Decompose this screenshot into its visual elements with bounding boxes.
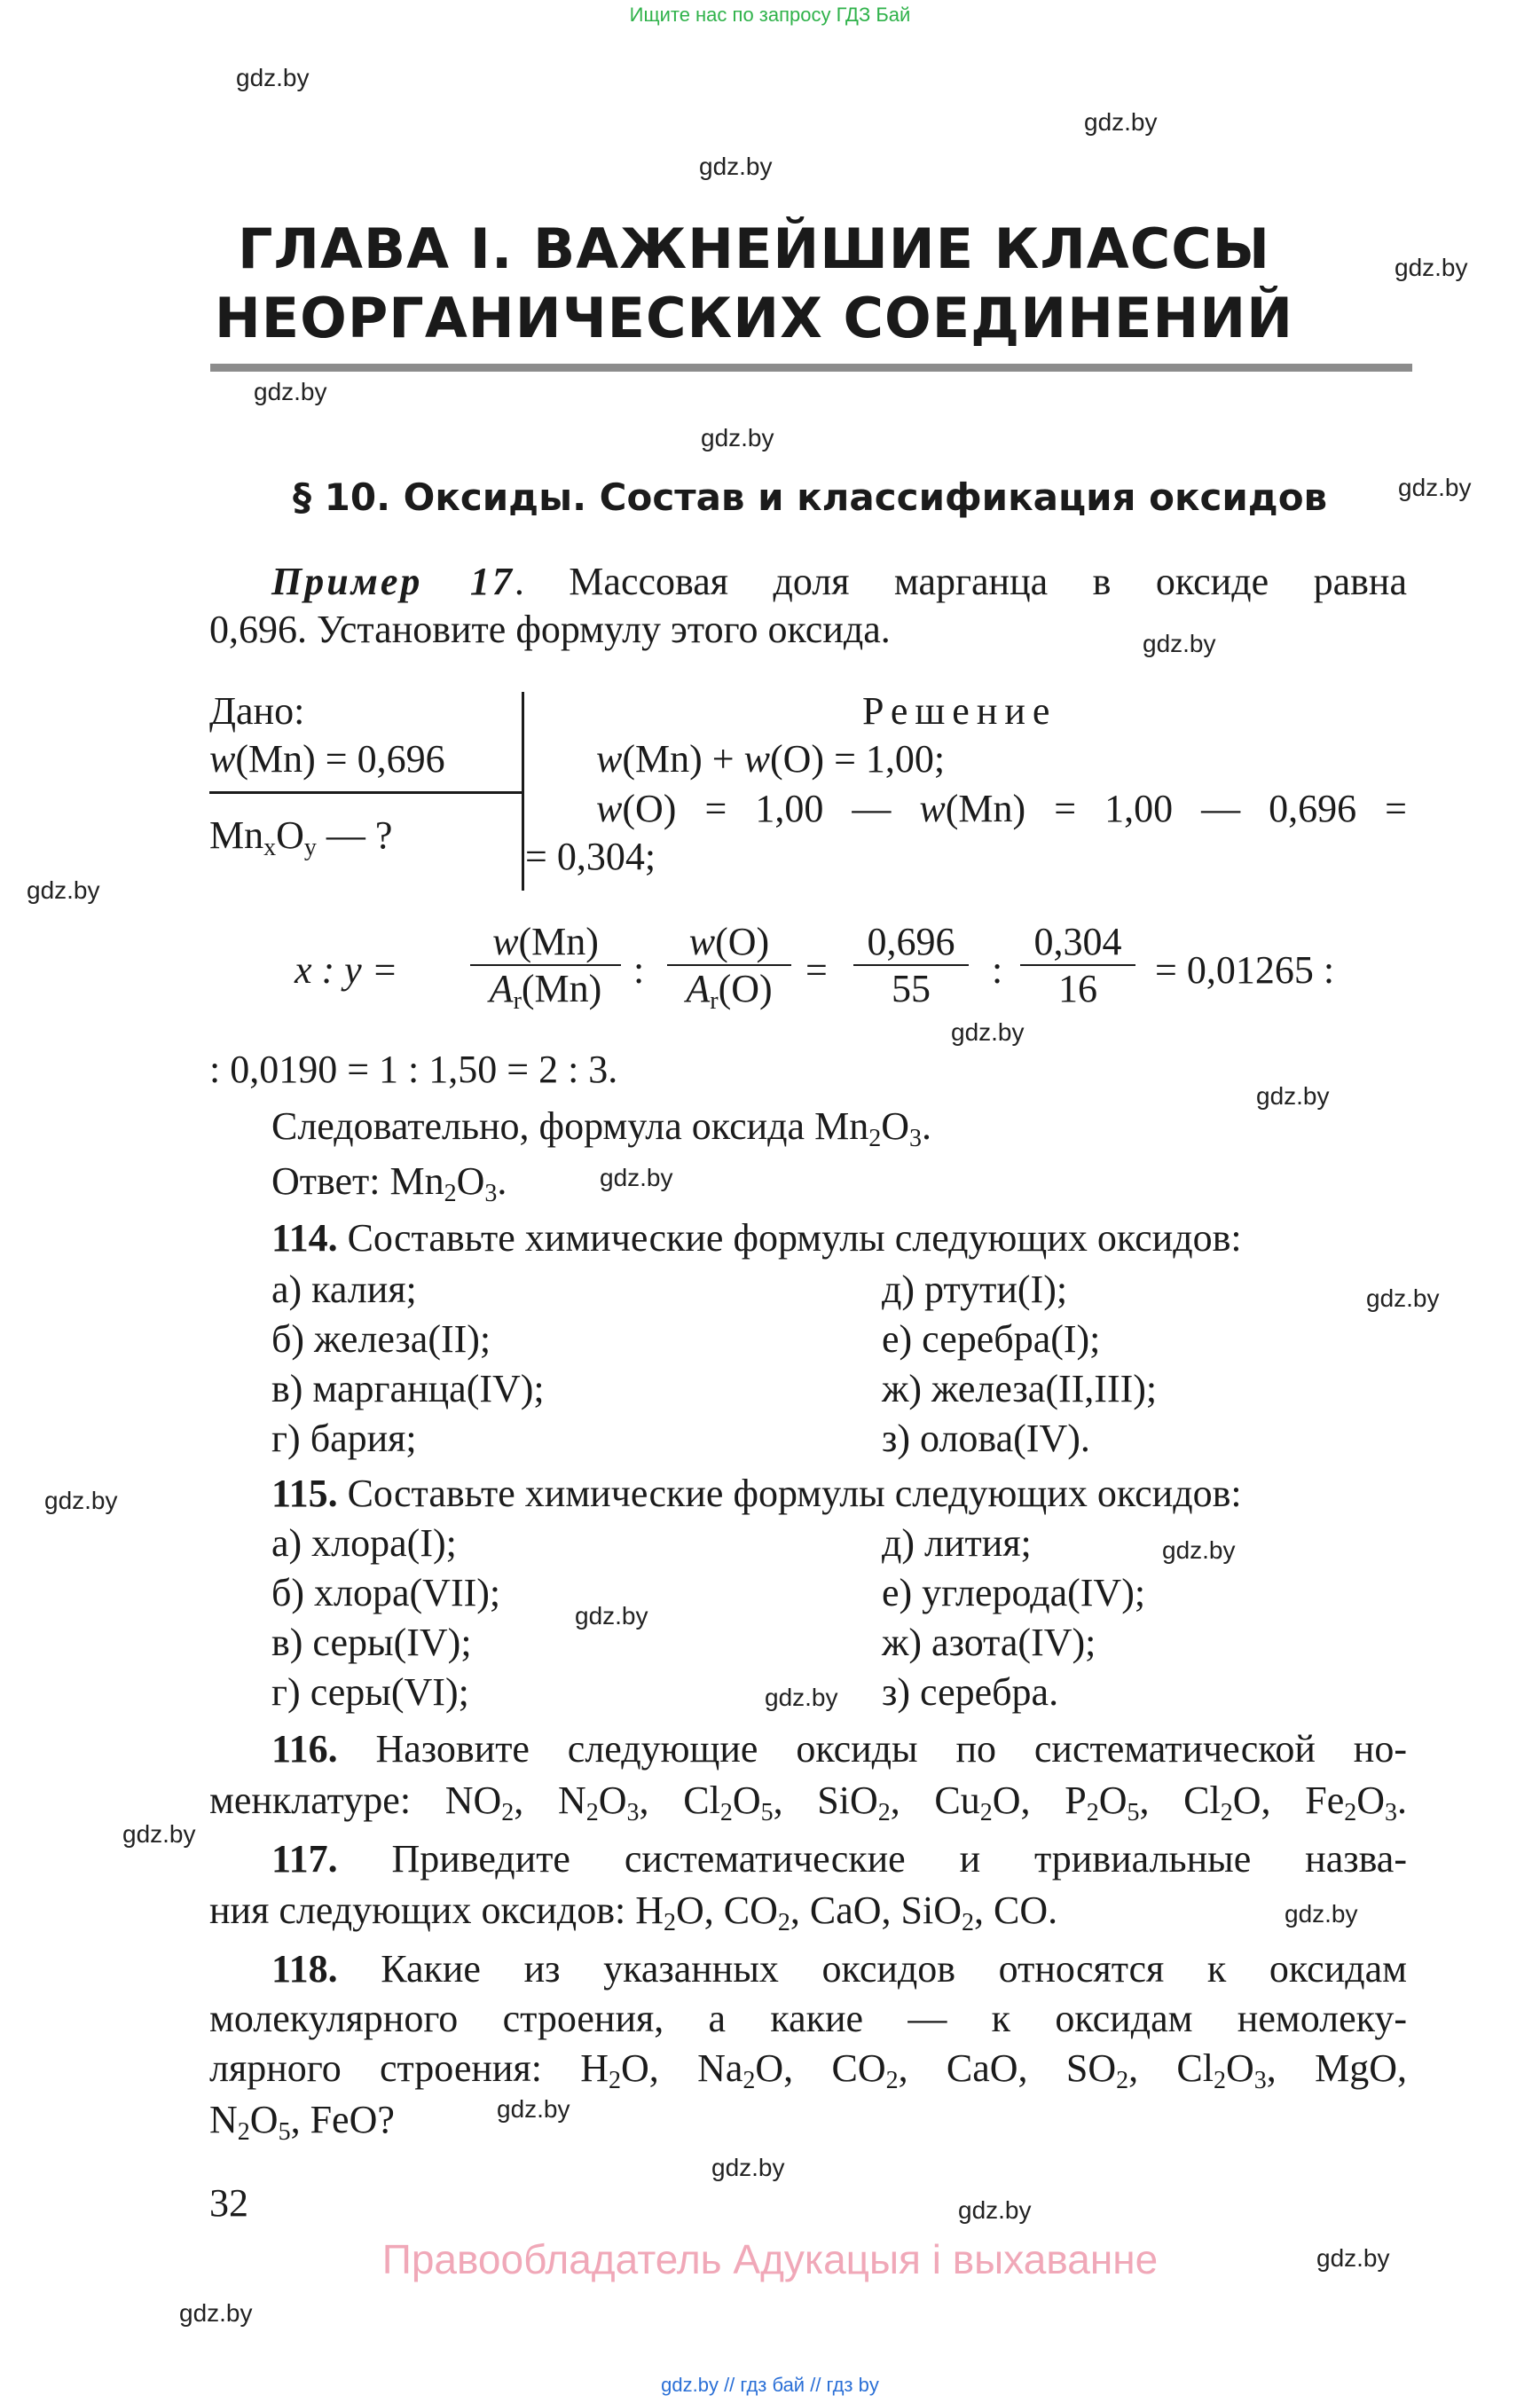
section-title: § 10. Оксиды. Состав и классификация оксидов xyxy=(293,475,1328,519)
watermark: gdz.by xyxy=(951,1018,1025,1046)
task-114-item: ж) железа(II,III); xyxy=(882,1367,1158,1410)
ratio-colon: : xyxy=(633,948,645,992)
task-114-item: в) марганца(IV); xyxy=(271,1367,545,1410)
task-114-item: г) бария; xyxy=(271,1417,417,1460)
copyright-notice: Правообладатель Адукацыя і выхаванне xyxy=(381,2236,1159,2282)
task-114-item: а) калия; xyxy=(271,1268,417,1311)
watermark: gdz.by xyxy=(1285,1900,1358,1928)
ratio-result: = 0,01265 : xyxy=(1155,948,1335,992)
task-115-item: г) серы(VI); xyxy=(271,1670,469,1714)
fraction-mn-values: $\frac{0,696}{55}$ xyxy=(853,919,969,1011)
task-115-item: ж) азота(IV); xyxy=(882,1621,1096,1664)
fraction-o-values: $\frac{0,304}{16}$ xyxy=(1020,919,1135,1011)
page-number: 32 xyxy=(209,2181,248,2225)
task-114-item: б) железа(II); xyxy=(271,1317,491,1361)
chapter-title-line-2: НЕОРГАНИЧЕСКИХ СОЕДИНЕНИЙ xyxy=(214,286,1294,350)
fraction-o: $\frac{w(O)}{A_r(O)}$ xyxy=(667,919,791,1011)
example-intro-line-2: 0,696. Установите формулу этого оксида. xyxy=(209,608,891,651)
watermark: gdz.by xyxy=(711,2154,785,2181)
solution-eq-1: w(Mn) + w(O) = 1,00; xyxy=(596,737,946,781)
given-divider xyxy=(522,692,524,891)
watermark: gdz.by xyxy=(44,1487,118,1514)
watermark: gdz.by xyxy=(701,424,774,452)
task-115-item: б) хлора(VII); xyxy=(271,1571,501,1614)
ratio-continuation: : 0,0190 = 1 : 1,50 = 2 : 3. xyxy=(209,1048,618,1091)
ratio-equals: = xyxy=(805,948,828,992)
watermark: gdz.by xyxy=(1316,2244,1390,2272)
watermark: gdz.by xyxy=(27,876,100,904)
given-value: w(Mn) = 0,696 xyxy=(209,737,445,781)
watermark: gdz.by xyxy=(765,1684,838,1711)
watermark: gdz.by xyxy=(699,153,773,180)
fraction-mn: $\frac{w(Mn)}{A_r(Mn)}$ xyxy=(470,919,621,1011)
find-target: $Mn_xO_y$ — ? xyxy=(209,813,393,861)
task-114-item: е) серебра(I); xyxy=(882,1317,1101,1361)
task-115-item: а) хлора(I); xyxy=(271,1521,457,1565)
watermark: gdz.by xyxy=(1395,254,1468,281)
watermark: gdz.by xyxy=(1256,1082,1330,1110)
task-117-line-2: ния следующих оксидов: $H_2O$, $CO_2$, CaO, SiO$_2$, CO. xyxy=(209,1889,1058,1936)
watermark: gdz.by xyxy=(254,378,327,405)
task-115-item: е) углерода(IV); xyxy=(882,1571,1146,1614)
example-label: Пример 17 xyxy=(271,560,515,603)
task-115-header: 115. Составьте химические формулы следующих оксидов: xyxy=(271,1472,1242,1515)
task-116-line-1: 116. Назовите следующие оксиды по систематической но- xyxy=(271,1727,1407,1771)
solution-eq-2: w(O) = 1,00 — w(Mn) = 1,00 — 0,696 = xyxy=(596,787,1407,830)
task-118-line-4: $N_2O_5$, FeO? xyxy=(209,2098,395,2146)
ratio-colon: : xyxy=(992,948,1003,992)
chapter-title-line-1: ГЛАВА I. ВАЖНЕЙШИЕ КЛАССЫ xyxy=(237,216,1271,281)
conclusion: Следовательно, формула оксида $Mn_2O_3$. xyxy=(271,1104,931,1152)
given-underline xyxy=(209,791,523,794)
given-label: Дано: xyxy=(209,689,305,733)
top-banner[interactable]: Ищите нас по запросу ГДЗ Бай xyxy=(629,4,911,26)
task-116-line-2: менклатуре: $NO_2$, $N_2O_3$, $Cl_2O_5$, SiO$_2$, $Cu_2O$, $P_2O_5$, $Cl_2O$, $Fe_2O_3$. xyxy=(209,1779,1408,1826)
watermark: gdz.by xyxy=(1143,630,1216,657)
answer: Ответ: $Mn_2O_3$. xyxy=(271,1159,507,1207)
solution-label: Решение xyxy=(862,689,1057,733)
task-114-item: д) ртути(I); xyxy=(882,1268,1068,1311)
task-114-item: з) олова(IV). xyxy=(882,1417,1090,1460)
task-118-line-1: 118. Какие из указанных оксидов относятся к оксидам xyxy=(271,1947,1407,1991)
task-118-line-3: лярного строения: $H_2O$, $Na_2O$, $CO_2$, CaO, $SO_2$, $Cl_2O_3$, MgO, xyxy=(209,2046,1407,2094)
chapter-divider xyxy=(210,364,1412,372)
watermark: gdz.by xyxy=(122,1820,196,1848)
footer-links[interactable]: gdz.by // гдз бай // гдз by xyxy=(661,2374,879,2396)
task-115-item: в) серы(IV); xyxy=(271,1621,472,1664)
task-115-item: д) лития; xyxy=(882,1521,1032,1565)
task-115-item: з) серебра. xyxy=(882,1670,1059,1714)
watermark: gdz.by xyxy=(179,2299,253,2327)
solution-eq-3: = 0,304; xyxy=(525,835,656,878)
watermark: gdz.by xyxy=(575,1602,648,1629)
watermark: gdz.by xyxy=(1084,108,1158,136)
watermark: gdz.by xyxy=(600,1164,673,1191)
watermark: gdz.by xyxy=(236,64,310,91)
ratio-lhs: x : y = xyxy=(295,948,398,992)
watermark: gdz.by xyxy=(497,2095,570,2123)
task-114-header: 114. Составьте химические формулы следующих оксидов: xyxy=(271,1216,1242,1260)
task-118-line-2: молекулярного строения, а какие — к оксидам немолеку- xyxy=(209,1997,1407,2040)
watermark: gdz.by xyxy=(1162,1536,1236,1564)
example-intro-line-1: Пример 17. Массовая доля марганца в оксиде равна xyxy=(271,560,1407,603)
watermark: gdz.by xyxy=(1366,1284,1440,1312)
watermark: gdz.by xyxy=(958,2196,1032,2224)
watermark: gdz.by xyxy=(1398,474,1472,501)
task-117-line-1: 117. Приведите систематические и тривиальные назва- xyxy=(271,1837,1407,1881)
